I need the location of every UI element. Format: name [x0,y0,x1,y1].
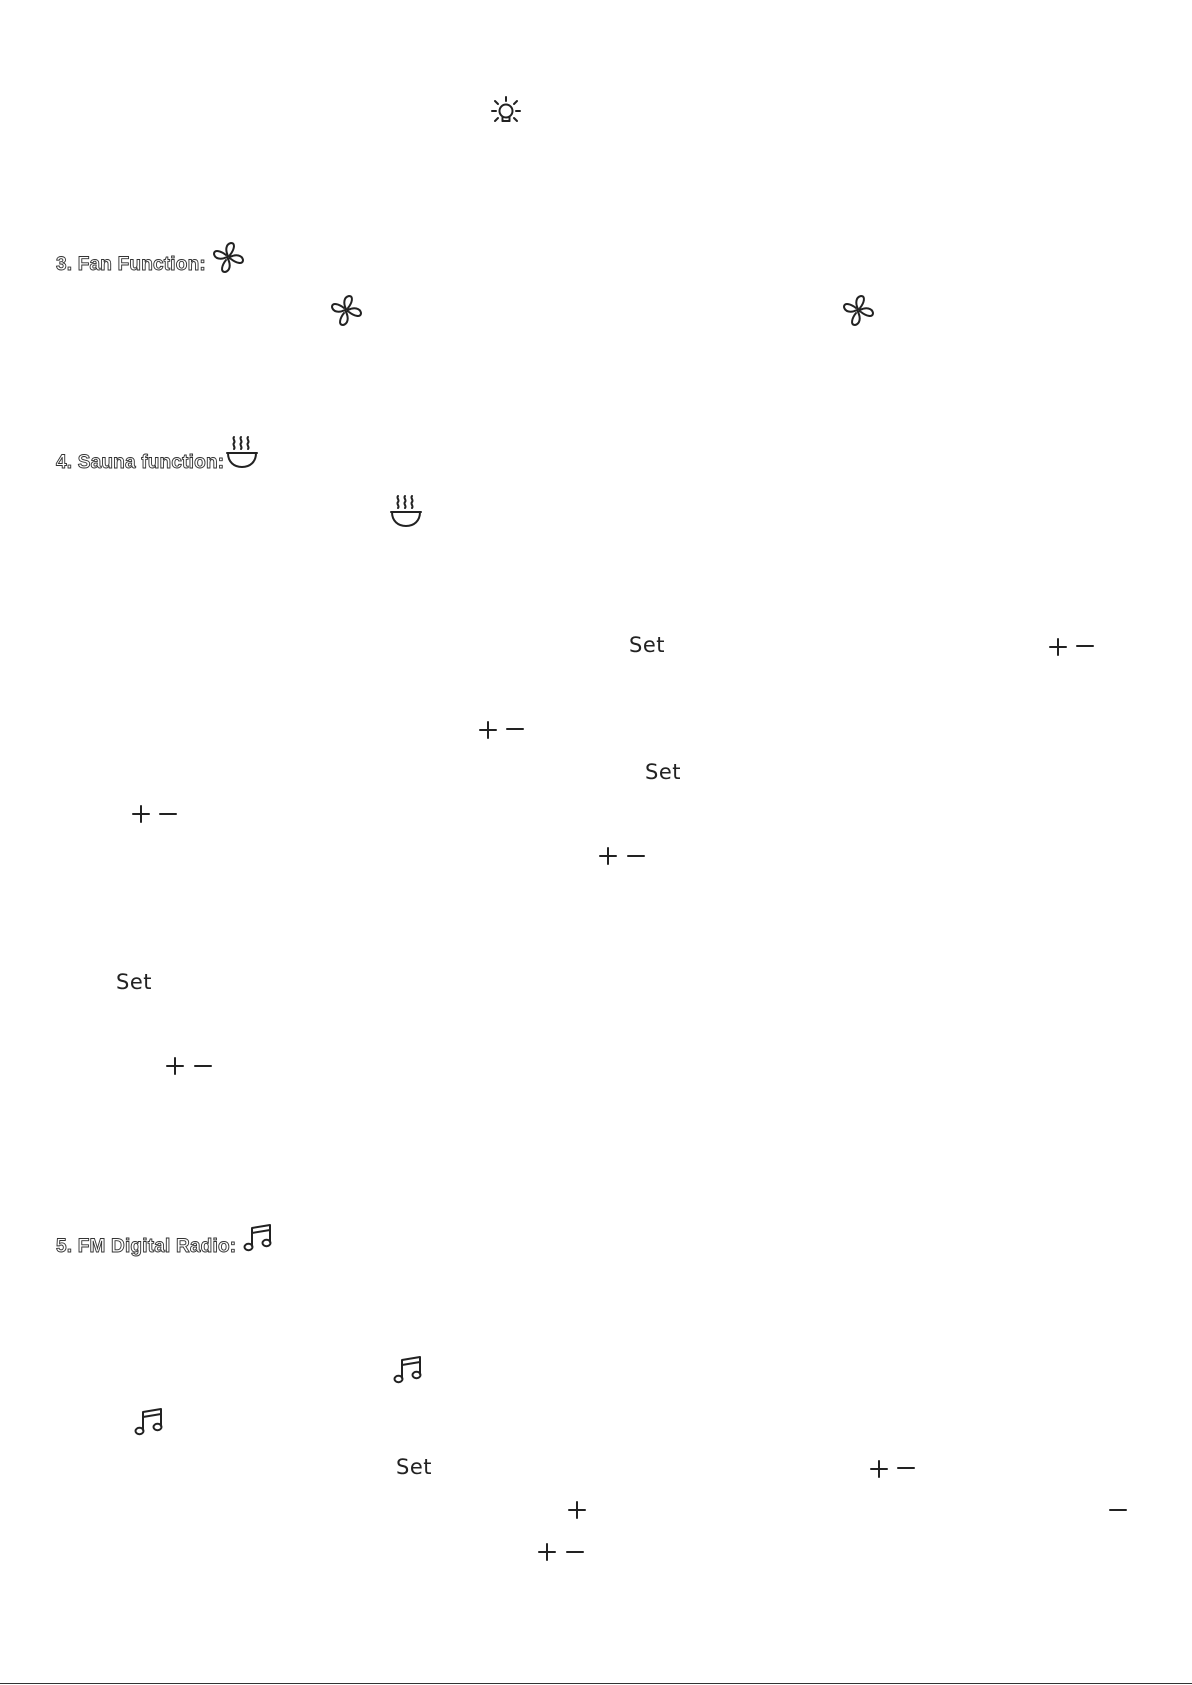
minus-icon [505,720,525,740]
plus-icon [598,846,618,866]
sauna-function-heading: 4. Sauna function: [56,452,225,473]
minus-icon [626,846,646,866]
sauna-icon [388,493,424,533]
set-label: Set [116,970,152,994]
plus-icon [1048,637,1068,657]
fm-radio-heading: 5. FM Digital Radio: [56,1236,237,1257]
sauna-icon [224,434,260,474]
set-label: Set [645,760,681,784]
music-note-icon [242,1222,276,1256]
minus-icon [565,1542,585,1562]
light-bulb-icon [486,96,526,132]
fan-icon [328,293,368,329]
minus-icon [193,1056,213,1076]
plus-icon [869,1459,889,1479]
minus-icon [896,1459,916,1479]
fan-function-heading: 3. Fan Function: [56,254,206,275]
minus-icon [1108,1500,1128,1520]
set-label: Set [396,1455,432,1479]
plus-icon [478,720,498,740]
fan-icon [840,293,880,329]
music-note-icon [392,1354,426,1388]
plus-icon [537,1542,557,1562]
music-note-icon [133,1406,167,1440]
fan-icon [210,240,250,276]
plus-icon [567,1500,587,1520]
plus-icon [131,804,151,824]
minus-icon [158,804,178,824]
page-bottom-rule [0,1683,1192,1684]
minus-icon [1075,637,1095,657]
plus-icon [165,1056,185,1076]
set-label: Set [629,633,665,657]
